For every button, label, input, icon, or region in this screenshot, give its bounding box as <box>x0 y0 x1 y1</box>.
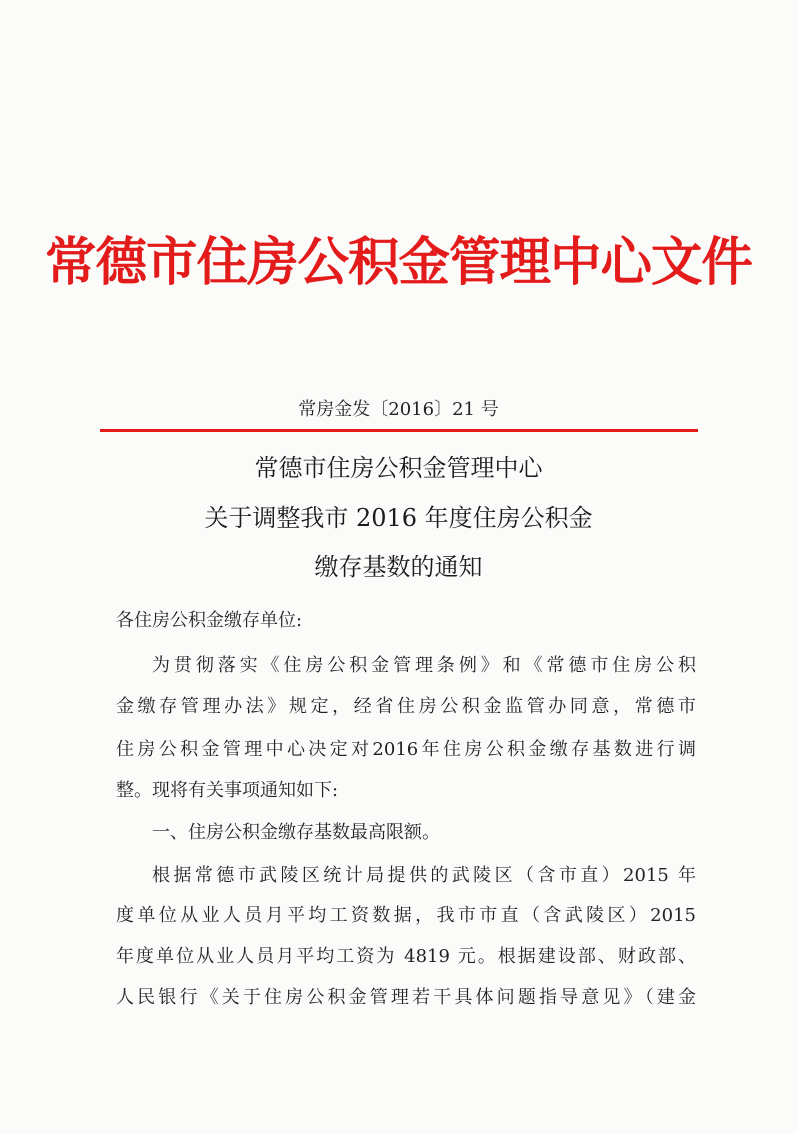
body-line-1: 为贯彻落实《住房公积金管理条例》和《常德市住房公积 <box>152 655 696 676</box>
body-line-2: 金缴存管理办法》规定，经省住房公积金监管办同意，常德市 <box>116 696 696 717</box>
body-line-6: 根据常德市武陵区统计局提供的武陵区（含市直）2015 年 <box>152 865 696 886</box>
addressee: 各住房公积金缴存单位: <box>116 610 303 631</box>
body-line-9: 人民银行《关于住房公积金管理若干具体问题指导意见》（建金 <box>116 987 696 1008</box>
notice-title-line-2: 关于调整我市 2016 年度住房公积金 <box>204 504 593 532</box>
notice-title-line-1: 常德市住房公积金管理中心 <box>254 454 543 482</box>
red-divider-line <box>100 429 698 432</box>
document-number: 常房金发〔2016〕21 号 <box>298 399 499 420</box>
body-line-4: 整。现将有关事项通知如下: <box>116 780 339 801</box>
body-line-3: 住房公积金管理中心决定对2016年住房公积金缴存基数进行调 <box>116 739 696 760</box>
section-heading-1: 一、住房公积金缴存基数最高限额。 <box>152 822 440 843</box>
body-line-7: 度单位从业人员月平均工资数据，我市市直（含武陵区）2015 <box>116 905 696 926</box>
document-header-title: 常德市住房公积金管理中心文件 <box>45 233 752 293</box>
body-line-8: 年度单位从业人员月平均工资为 4819 元。根据建设部、财政部、 <box>116 946 696 967</box>
notice-title-line-3: 缴存基数的通知 <box>314 553 483 581</box>
